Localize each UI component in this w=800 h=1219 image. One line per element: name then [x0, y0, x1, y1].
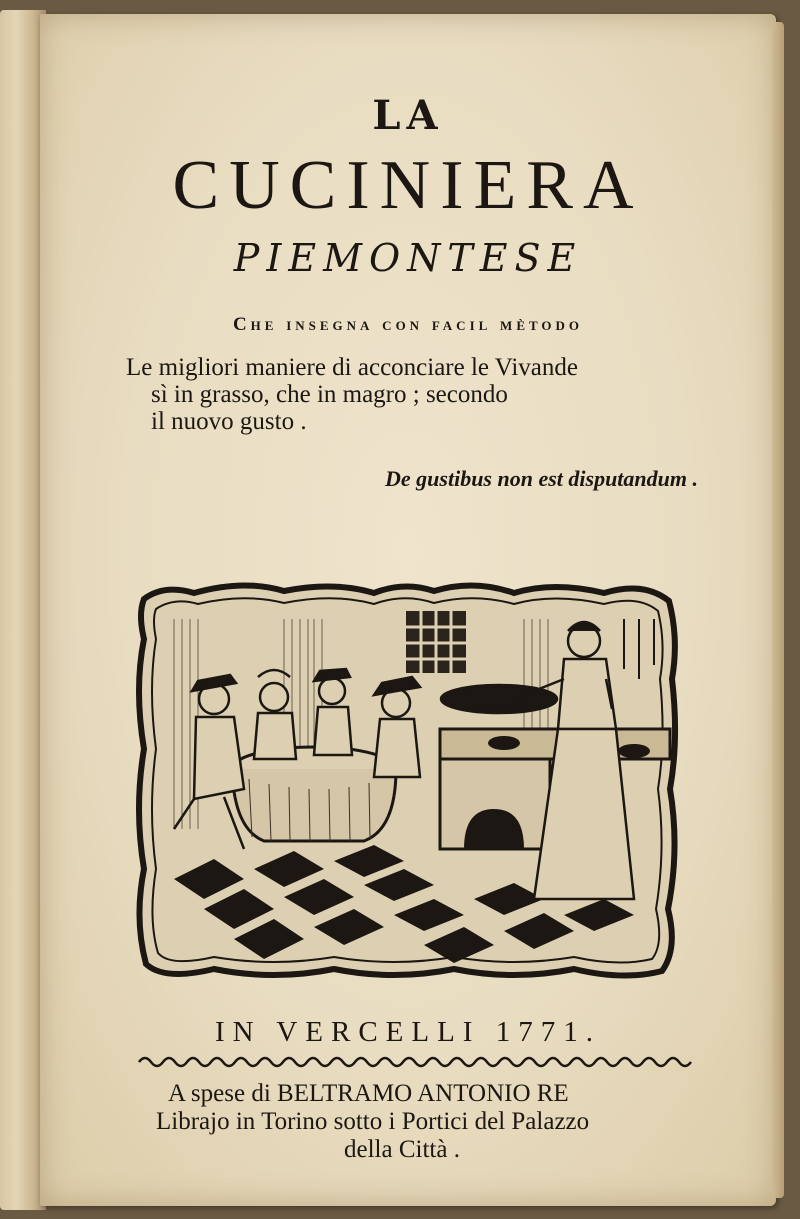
description-line: Le migliori maniere di acconciare le Vivande — [126, 354, 579, 381]
title-article: LA — [372, 92, 444, 139]
woodcut-illustration — [134, 579, 679, 979]
publisher-line: Librajo in Torino sotto i Portici del Palazzo — [156, 1108, 590, 1135]
latin-motto: De gustibus non est disputandum . — [385, 466, 698, 491]
description-heading: Che insegna con facil mètodo — [232, 314, 584, 335]
ornamental-divider — [134, 1054, 704, 1070]
description-line: il nuovo gusto . — [151, 408, 307, 435]
subtitle: PIEMONTESE — [233, 236, 583, 280]
publisher-line: della Città . — [344, 1136, 460, 1163]
main-title: CUCINIERA — [172, 147, 644, 224]
publisher-block — [156, 1080, 716, 1164]
description-line: sì in grasso, che in magro ; secondo — [151, 381, 508, 408]
description-body — [126, 354, 726, 435]
title-page — [40, 14, 776, 1206]
imprint-place-year: IN VERCELLI 1771. — [215, 1016, 601, 1048]
publisher-line: A spese di BELTRAMO ANTONIO RE — [168, 1080, 569, 1107]
